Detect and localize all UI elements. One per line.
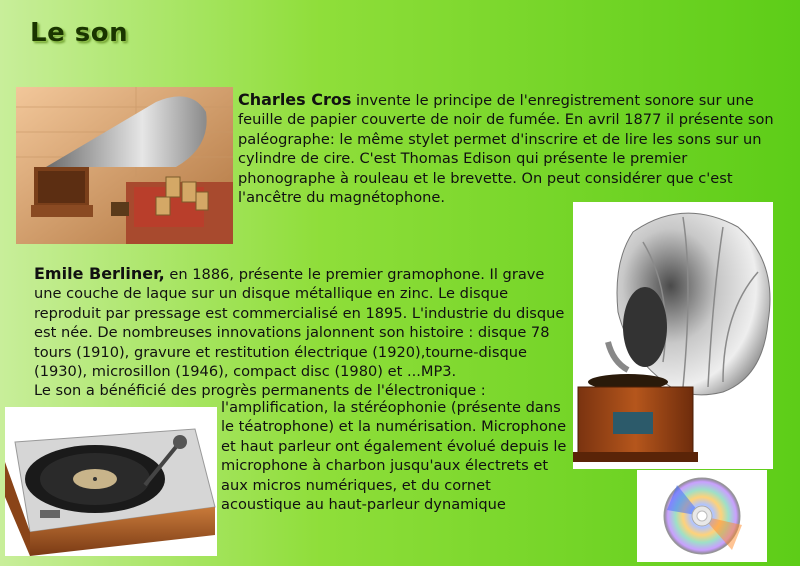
phonograph-image — [16, 87, 233, 244]
emile-berliner-paragraph — [34, 264, 574, 401]
charles-cros-name: Charles Cros — [238, 90, 352, 109]
charles-cros-text: invente le principe de l'enregistrement sonore sur une feuille de papier couverte de noir de fumée. En avril 1877 il présente son paléographe: le même stylet permet d'inscrire et de lire les sons sur un cylindre de cire. C'est Thomas Edison qui présente le premier phonographe à rouleau et le brevette. On peut considérer que c'est l'ancêtre du magnétophone. — [238, 92, 774, 207]
gramophone-image — [573, 202, 773, 469]
compact-disc-image — [637, 470, 767, 562]
emile-berliner-text: en 1886, présente le premier gramophone. Il grave une couche de laque sur un disque métallique en zinc. Le disque reproduit par pressage est commercialisé en 1895. L'industrie du disque est née. De nombreuses innovations jalonnent son histoire : disque 78 tours (1910), gravure et restitution électrique (1920),tourne-disque (1930), microsillon (1946), compact disc (1980) et ...MP3. — [34, 266, 565, 381]
electronics-paragraph: l'amplification, la stéréophonie (présente dans le téatrophone) et la numérisation. Microphone et haut parleur ont également évolué depuis le microphone à charbon jusqu'aux électrets et aux micros numériques, et du cornet acoustique au haut-parleur dynamique — [221, 399, 567, 514]
charles-cros-paragraph — [238, 90, 778, 207]
electronics-line: Le son a bénéficié des progrès permanents de l'électronique : — [34, 382, 486, 400]
emile-berliner-name: Emile Berliner, — [34, 264, 165, 283]
page-title: Le son — [30, 18, 129, 48]
turntable-image — [5, 407, 217, 556]
